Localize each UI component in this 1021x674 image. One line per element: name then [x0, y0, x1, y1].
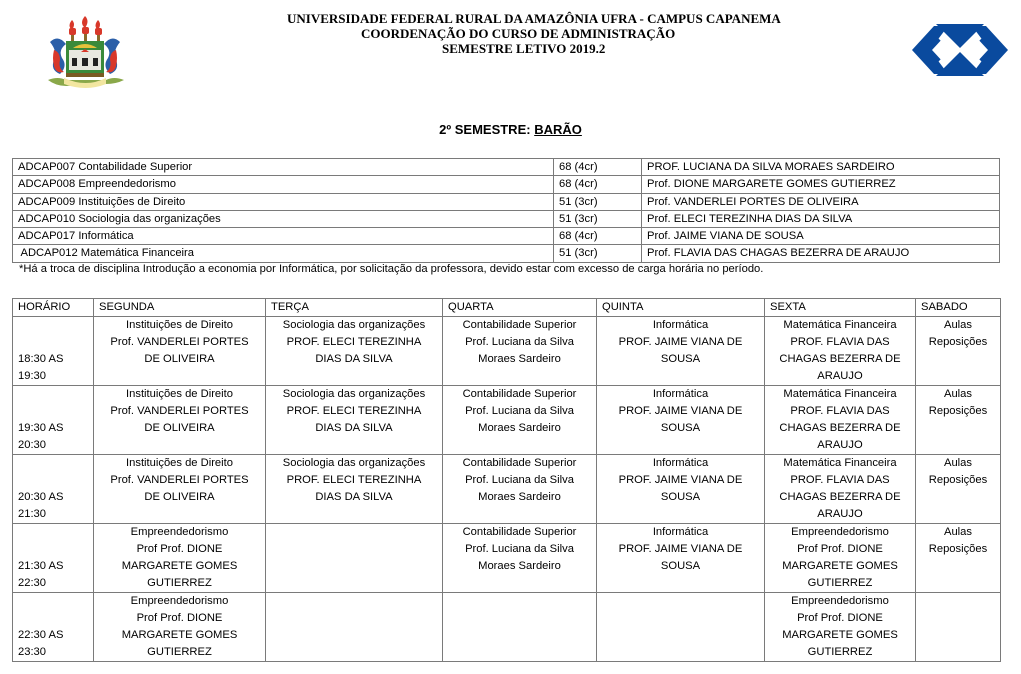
- class-professor: MARGARETE GOMES: [121, 560, 238, 572]
- class-professor: Prof Prof. DIONE: [797, 612, 883, 624]
- course-coordination: COORDENAÇÃO DO CURSO DE ADMINISTRAÇÃO: [361, 26, 676, 41]
- class-cell-sexta: [765, 593, 916, 662]
- semester-title: [0, 122, 1021, 137]
- class-professor: PROF. JAIME VIANA DE: [618, 336, 743, 348]
- class-subject: Matemática Financeira: [783, 457, 897, 469]
- course-name: ADCAP009 Instituições de Direito: [13, 193, 554, 210]
- table-row: [13, 210, 1000, 227]
- time-slot-line: 23:30: [18, 646, 46, 658]
- campus-name: BARÃO: [534, 122, 582, 137]
- time-slot: [13, 455, 94, 524]
- class-cell-sabado: [916, 317, 1001, 386]
- course-hours: 51 (3cr): [554, 245, 642, 262]
- class-professor: GUTIERREZ: [807, 646, 873, 658]
- time-slot-line: 22:30 AS: [18, 629, 64, 641]
- class-cell-quarta: [443, 455, 597, 524]
- class-cell-segunda: [94, 524, 266, 593]
- class-cell-quarta: [443, 524, 597, 593]
- blue-diamond-logo-icon: [912, 24, 1008, 76]
- course-hours: 68 (4cr): [554, 159, 642, 176]
- class-professor: SOUSA: [660, 353, 701, 365]
- time-slot-line: 20:30: [18, 439, 46, 451]
- schedule-row: [13, 524, 1001, 593]
- time-slot-line: 20:30 AS: [18, 491, 64, 503]
- schedule-row: [13, 593, 1001, 662]
- class-professor: Prof Prof. DIONE: [797, 543, 883, 555]
- class-cell-segunda: [94, 317, 266, 386]
- class-professor: Moraes Sardeiro: [478, 491, 561, 503]
- class-subject: Instituições de Direito: [126, 319, 233, 331]
- class-cell-sabado: [916, 386, 1001, 455]
- course-professor: Prof. VANDERLEI PORTES DE OLIVEIRA: [642, 193, 1000, 210]
- class-cell-quinta: [597, 455, 765, 524]
- class-subject: Empreendedorismo: [791, 526, 889, 538]
- time-slot: [13, 524, 94, 593]
- class-professor: ARAUJO: [817, 439, 863, 451]
- course-professor: Prof. DIONE MARGARETE GOMES GUTIERREZ: [642, 176, 1000, 193]
- time-slot-line: 19:30 AS: [18, 422, 64, 434]
- class-professor: CHAGAS BEZERRA DE: [779, 353, 901, 365]
- header-quinta: QUINTA: [597, 299, 765, 317]
- class-professor: MARGARETE GOMES: [782, 629, 898, 641]
- course-name: ADCAP008 Empreendedorismo: [13, 176, 554, 193]
- class-cell-terca: [266, 524, 443, 593]
- table-row: [13, 193, 1000, 210]
- class-professor: DE OLIVEIRA: [144, 491, 215, 503]
- table-row: [13, 176, 1000, 193]
- class-professor: ARAUJO: [817, 370, 863, 382]
- class-professor: PROF. FLAVIA DAS: [790, 336, 890, 348]
- class-professor: Moraes Sardeiro: [478, 560, 561, 572]
- header-sabado: SABADO: [916, 299, 1001, 317]
- class-professor: MARGARETE GOMES: [121, 629, 238, 641]
- schedule-row: [13, 317, 1001, 386]
- class-professor: PROF. ELECI TEREZINHA: [286, 336, 422, 348]
- course-hours: 68 (4cr): [554, 228, 642, 245]
- class-subject: Matemática Financeira: [783, 388, 897, 400]
- class-subject: Sociologia das organizações: [282, 388, 426, 400]
- schedule-row: [13, 455, 1001, 524]
- class-cell-terca: [266, 317, 443, 386]
- course-hours: 68 (4cr): [554, 176, 642, 193]
- time-slot: [13, 386, 94, 455]
- class-cell-sexta: [765, 455, 916, 524]
- class-cell-quarta: [443, 593, 597, 662]
- class-subject: Aulas: [944, 457, 972, 469]
- time-slot-line: 18:30 AS: [18, 353, 64, 365]
- class-professor: Prof Prof. DIONE: [136, 612, 223, 624]
- class-professor: CHAGAS BEZERRA DE: [779, 491, 901, 503]
- class-subject: Empreendedorismo: [130, 595, 229, 607]
- class-subject: Informática: [652, 457, 709, 469]
- class-cell-segunda: [94, 593, 266, 662]
- course-professor: PROF. LUCIANA DA SILVA MORAES SARDEIRO: [642, 159, 1000, 176]
- course-professor: Prof. ELECI TEREZINHA DIAS DA SILVA: [642, 210, 1000, 227]
- class-professor: PROF. ELECI TEREZINHA: [286, 474, 422, 486]
- class-professor: ARAUJO: [817, 508, 863, 520]
- academic-semester: SEMESTRE LETIVO 2019.2: [442, 41, 606, 56]
- class-cell-sabado: [916, 524, 1001, 593]
- class-professor: DIAS DA SILVA: [315, 353, 393, 365]
- time-slot: [13, 317, 94, 386]
- class-cell-quinta: [597, 386, 765, 455]
- class-professor: DE OLIVEIRA: [144, 353, 215, 365]
- class-subject: Sociologia das organizações: [282, 319, 426, 331]
- class-cell-segunda: [94, 386, 266, 455]
- class-cell-terca: [266, 386, 443, 455]
- class-professor: PROF. FLAVIA DAS: [790, 474, 890, 486]
- class-subject: Instituições de Direito: [126, 388, 233, 400]
- class-professor: Prof. VANDERLEI PORTES: [110, 474, 249, 486]
- class-subject: Contabilidade Superior: [462, 319, 577, 331]
- class-professor: SOUSA: [660, 560, 701, 572]
- header-terca: TERÇA: [266, 299, 443, 317]
- course-name: ADCAP012 Matemática Financeira: [13, 245, 554, 262]
- ufra-coat-of-arms-icon: [44, 16, 126, 88]
- class-cell-quinta: [597, 524, 765, 593]
- class-professor: Reposições: [928, 336, 988, 348]
- class-subject: Contabilidade Superior: [462, 457, 577, 469]
- class-professor: Prof. Luciana da Silva: [465, 474, 574, 486]
- class-professor: Prof. Luciana da Silva: [465, 336, 574, 348]
- class-professor: PROF. JAIME VIANA DE: [618, 543, 743, 555]
- class-subject: Aulas: [944, 526, 972, 538]
- discipline-change-note: *Há a troca de disciplina Introdução a economia por Informática, por solicitação da professora, devido estar com excesso de carga horária no período.: [19, 263, 764, 275]
- schedule-table: [12, 298, 1001, 662]
- course-name: ADCAP007 Contabilidade Superior: [13, 159, 554, 176]
- class-cell-sabado: [916, 593, 1001, 662]
- class-cell-quinta: [597, 317, 765, 386]
- header-segunda: SEGUNDA: [94, 299, 266, 317]
- class-subject: Empreendedorismo: [130, 526, 229, 538]
- class-professor: Prof. Luciana da Silva: [465, 543, 574, 555]
- class-professor: Moraes Sardeiro: [478, 422, 561, 434]
- class-subject: Instituições de Direito: [126, 457, 233, 469]
- class-professor: Prof. Luciana da Silva: [465, 405, 574, 417]
- class-subject: Informática: [652, 388, 709, 400]
- class-professor: PROF. FLAVIA DAS: [790, 405, 890, 417]
- class-professor: SOUSA: [660, 422, 701, 434]
- header-quarta: QUARTA: [443, 299, 597, 317]
- class-professor: Prof. VANDERLEI PORTES: [110, 336, 249, 348]
- class-professor: Prof. VANDERLEI PORTES: [110, 405, 249, 417]
- class-cell-sexta: [765, 524, 916, 593]
- semester-label: 2º SEMESTRE:: [439, 122, 535, 137]
- class-cell-quarta: [443, 317, 597, 386]
- class-professor: DE OLIVEIRA: [144, 422, 215, 434]
- class-subject: Aulas: [944, 388, 972, 400]
- table-row: [13, 159, 1000, 176]
- class-professor: GUTIERREZ: [147, 577, 212, 589]
- course-hours: 51 (3cr): [554, 193, 642, 210]
- class-professor: PROF. ELECI TEREZINHA: [286, 405, 422, 417]
- class-professor: GUTIERREZ: [147, 646, 212, 658]
- schedule-header-row: [13, 299, 1001, 317]
- class-cell-terca: [266, 455, 443, 524]
- header-horario: HORÁRIO: [13, 299, 94, 317]
- time-slot: [13, 593, 94, 662]
- class-cell-quinta: [597, 593, 765, 662]
- schedule-row: [13, 386, 1001, 455]
- class-professor: Reposições: [928, 543, 988, 555]
- table-row: [13, 245, 1000, 262]
- header-sexta: SEXTA: [765, 299, 916, 317]
- class-subject: Aulas: [944, 319, 972, 331]
- class-professor: Moraes Sardeiro: [478, 353, 561, 365]
- course-professor: Prof. FLAVIA DAS CHAGAS BEZERRA DE ARAUJO: [642, 245, 1000, 262]
- class-subject: Informática: [652, 526, 709, 538]
- class-professor: GUTIERREZ: [807, 577, 873, 589]
- class-cell-sexta: [765, 317, 916, 386]
- class-professor: DIAS DA SILVA: [315, 491, 393, 503]
- class-professor: DIAS DA SILVA: [315, 422, 393, 434]
- class-subject: Matemática Financeira: [783, 319, 897, 331]
- class-professor: Prof Prof. DIONE: [136, 543, 223, 555]
- time-slot-line: 22:30: [18, 577, 46, 589]
- class-professor: Reposições: [928, 474, 988, 486]
- time-slot-line: 21:30 AS: [18, 560, 64, 572]
- class-cell-sexta: [765, 386, 916, 455]
- course-name: ADCAP017 Informática: [13, 228, 554, 245]
- class-professor: CHAGAS BEZERRA DE: [779, 422, 901, 434]
- class-subject: Contabilidade Superior: [462, 526, 577, 538]
- document-header: [0, 0, 1021, 110]
- course-hours: 51 (3cr): [554, 210, 642, 227]
- class-subject: Empreendedorismo: [791, 595, 889, 607]
- class-cell-sabado: [916, 455, 1001, 524]
- class-professor: MARGARETE GOMES: [782, 560, 898, 572]
- class-subject: Sociologia das organizações: [282, 457, 426, 469]
- table-row: [13, 228, 1000, 245]
- course-professor: Prof. JAIME VIANA DE SOUSA: [642, 228, 1000, 245]
- class-professor: PROF. JAIME VIANA DE: [618, 474, 743, 486]
- class-cell-quarta: [443, 386, 597, 455]
- class-professor: SOUSA: [660, 491, 701, 503]
- course-name: ADCAP010 Sociologia das organizações: [13, 210, 554, 227]
- class-cell-segunda: [94, 455, 266, 524]
- class-subject: Informática: [652, 319, 709, 331]
- class-subject: Contabilidade Superior: [462, 388, 577, 400]
- class-professor: PROF. JAIME VIANA DE: [618, 405, 743, 417]
- class-professor: Reposições: [928, 405, 988, 417]
- university-name: UNIVERSIDADE FEDERAL RURAL DA AMAZÔNIA UFRA - CAMPUS CAPANEMA: [287, 11, 781, 26]
- time-slot-line: 21:30: [18, 508, 46, 520]
- courses-table: [12, 158, 1000, 263]
- class-cell-terca: [266, 593, 443, 662]
- time-slot-line: 19:30: [18, 370, 46, 382]
